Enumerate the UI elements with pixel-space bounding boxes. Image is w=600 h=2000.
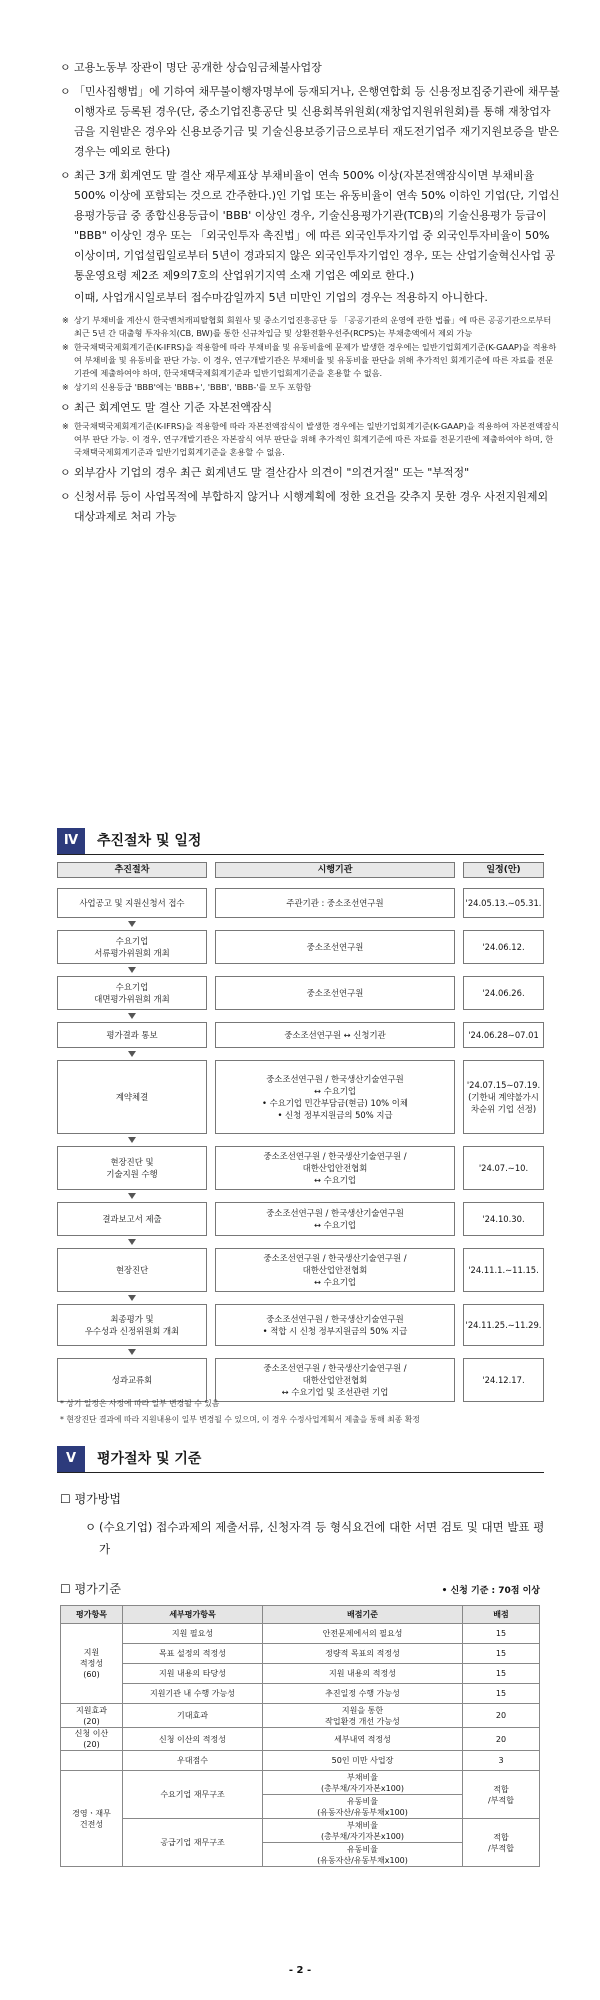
eval-score-cell: 15 — [463, 1684, 540, 1704]
table-row — [61, 1624, 540, 1644]
eval-sub-cell: 공급기업 재무구조 — [123, 1819, 263, 1867]
flow-agency-cell: 중소조선연구원 / 한국생산기술연구원 / 대한산업안전협회 ↔ 수요기업 — [215, 1248, 455, 1292]
list-item-continued: 이때, 사업개시일로부터 접수마감일까지 5년 미만인 기업의 경우는 적용하지 아니한다. — [74, 291, 488, 304]
eval-basis-cell: 세부내역 적정성 — [263, 1728, 463, 1751]
eval-basis-cell: 유동비율 (유동자산/유동부채x100) — [263, 1795, 463, 1819]
section-header-evaluation — [57, 1446, 544, 1473]
eval-sub-cell: 지원기관 내 수행 가능성 — [123, 1684, 263, 1704]
table-header-cell: 배점 — [463, 1606, 540, 1624]
eval-basis-cell: 추진일정 수행 가능성 — [263, 1684, 463, 1704]
section-number: Ⅳ — [57, 828, 85, 854]
flow-step-cell: 현장진단 및 기술지원 수행 — [57, 1146, 207, 1190]
method-text: ㅇ (수요기업) 접수과제의 제출서류, 신청자격 등 형식요건에 대한 서면 검토 및 대면 발표 평가 — [85, 1520, 545, 1556]
table-row — [61, 1751, 540, 1771]
flow-agency-cell: 중소조선연구원 / 한국생산기술연구원 / 대한산업안전협회 ↔ 수요기업 — [215, 1146, 455, 1190]
eval-basis-cell: 50인 미만 사업장 — [263, 1751, 463, 1771]
page-number: - 2 - — [288, 1965, 312, 1976]
flow-note: * 현장진단 결과에 따라 지원내용이 일부 변경될 수 있으며, 이 경우 수정사업계획서 제출을 통해 최종 확정 — [60, 1415, 420, 1424]
eval-basis-cell: 부채비율 (총부채/자기자본x100) — [263, 1819, 463, 1843]
eval-basis-cell: 부채비율 (총부채/자기자본x100) — [263, 1771, 463, 1795]
table-row — [61, 1728, 540, 1751]
table-row — [61, 1771, 540, 1795]
flow-step-cell: 계약체결 — [57, 1060, 207, 1134]
flow-step-cell: 수요기업 대면평가위원회 개최 — [57, 976, 207, 1010]
eval-basis-cell: 정량적 목표의 적정성 — [263, 1644, 463, 1664]
flow-note: * 상기 일정은 사정에 따라 일부 변경될 수 있음 — [60, 1399, 220, 1408]
eval-group-cell: 경영ㆍ재무 건전성 — [61, 1771, 123, 1867]
eval-score-cell: 적합 /부적합 — [463, 1819, 540, 1867]
list-item: ㅇ 최근 회계연도 말 결산 기준 자본전액잠식 — [60, 401, 273, 414]
flow-agency-cell: 중소조선연구원 — [215, 930, 455, 964]
section-title: 추진절차 및 일정 — [97, 833, 202, 849]
criteria-heading: ☐ 평가기준 — [60, 1582, 121, 1596]
eval-score-cell: 20 — [463, 1728, 540, 1751]
eval-sub-cell: 기대효과 — [123, 1704, 263, 1728]
section-header-procedure — [57, 828, 544, 855]
flow-header-cell: 시행기관 — [215, 862, 455, 878]
flow-date-cell: '24.10.30. — [463, 1202, 544, 1236]
flow-date-cell: '24.06.12. — [463, 930, 544, 964]
eligibility-bullets — [60, 58, 560, 527]
table-row — [61, 1664, 540, 1684]
list-item: ㅇ 외부감사 기업의 경우 최근 회계년도 말 결산감사 의견이 "의견거절" 또는 "부적정" — [60, 466, 470, 479]
flow-arrow-icon — [128, 1051, 136, 1057]
notes-group — [60, 314, 560, 394]
evaluation-table — [60, 1605, 540, 1867]
table-row — [61, 1644, 540, 1664]
flow-date-cell: '24.12.17. — [463, 1358, 544, 1402]
flow-date-cell: '24.07.15∼07.19. (기한내 계약불가시 차순위 기업 선정) — [463, 1060, 544, 1134]
section-title: 평가절차 및 기준 — [97, 1451, 202, 1467]
eval-sub-cell: 지원 내용의 타당성 — [123, 1664, 263, 1684]
note-item: ※ 한국채택국제회계기준(K-IFRS)을 적용함에 따라 부채비율 및 유동비율에 문제가 발생한 경우에는 일반기업회계기준(K-GAAP)을 적용하여 부채비율 및 유동비율 판단 가능. 이 경우, 연구개발기관은 부채비율 및 유동비율 판단을 위해 추가적인 회계기준에 따른 자료를 전문기관에 제출하여야 하며, 한국채택국제회계기준과 일반기업회계기준을 혼용할 수 없음. — [62, 342, 557, 378]
eval-sub-cell: 우대점수 — [123, 1751, 263, 1771]
table-row — [61, 1819, 540, 1843]
table-header-cell: 세부평가항목 — [123, 1606, 263, 1624]
list-item: ㅇ 고용노동부 장관이 명단 공개한 상습임금체불사업장 — [60, 61, 322, 74]
table-header-cell: 평가항목 — [61, 1606, 123, 1624]
eval-sub-cell: 수요기업 재무구조 — [123, 1771, 263, 1819]
eval-basis-cell: 지원 내용의 적정성 — [263, 1664, 463, 1684]
eval-score-cell: 적합 /부적합 — [463, 1771, 540, 1819]
flow-agency-cell: 중소조선연구원 / 한국생산기술연구원 / 대한산업안전협회 ↔ 수요기업 및 조선관련 기업 — [215, 1358, 455, 1402]
eval-score-cell: 15 — [463, 1664, 540, 1684]
eval-group-cell — [61, 1751, 123, 1771]
flow-step-cell: 사업공고 및 지원신청서 접수 — [57, 888, 207, 918]
list-item: ㅇ 「민사집행법」에 기하여 채무불이행자명부에 등재되거나, 은행연합회 등 신용정보집중기관에 채무불이행자로 등록된 경우(단, 중소기업진흥공단 및 신용회복위원회(재창업지원위원회)를 통해 재창업자금을 지원받은 경우와 신용보증기금 및 기술신용보증기금으로부터 재도전기업주 재기지원보증을 받은 경우는 예외로 한다) — [60, 85, 560, 158]
flow-arrow-icon — [128, 1295, 136, 1301]
flow-date-cell: '24.06.26. — [463, 976, 544, 1010]
table-row — [61, 1684, 540, 1704]
flow-header-cell: 추진절차 — [57, 862, 207, 878]
table-header-row — [61, 1606, 540, 1624]
flow-date-cell: '24.11.1.∼11.15. — [463, 1248, 544, 1292]
note-item: ※ 상기 부채비율 계산시 한국벤처캐피탈협회 회원사 및 중소기업진흥공단 등 「공공기관의 운영에 관한 법률」에 따른 공공기관으로부터 최근 5년 간 대출형 투자유치(CB, BW)를 통한 신규차입금 및 상환전환우선주(RCPS)는 부채총액에서 제외 가능 — [62, 315, 552, 338]
flow-step-cell: 성과교류회 — [57, 1358, 207, 1402]
flow-date-cell: '24.05.13.∼05.31. — [463, 888, 544, 918]
flow-agency-cell: 주관기관 : 중소조선연구원 — [215, 888, 455, 918]
eval-score-cell: 20 — [463, 1704, 540, 1728]
eval-basis-cell: 안전문제에서의 필요성 — [263, 1624, 463, 1644]
note-item: ※ 한국채택국제회계기준(K-IFRS)을 적용함에 따라 자본전액잠식이 발생한 경우에는 일반기업회계기준(K-GAAP)을 적용하여 자본전액잠식 여부 판단 가능. 이 경우, 연구개발기관은 자본잠식 여부 판단을 위해 추가적인 회계기준에 따른 자료를 전문기관에 제출하여야 하며, 한국채택국제회계기준과 일반기업회계기준을 혼용할 수 없음. — [62, 421, 560, 457]
criteria-note: • 신청 기준 : 70점 이상 — [441, 1586, 540, 1596]
eval-basis-cell: 유동비율 (유동자산/유동부채x100) — [263, 1843, 463, 1867]
eval-basis-cell: 지원을 통한 작업환경 개선 가능성 — [263, 1704, 463, 1728]
flow-header-cell: 일정(안) — [463, 862, 544, 878]
flow-agency-cell: 중소조선연구원 / 한국생산기술연구원 ↔ 수요기업 • 수요기업 민간부담금(현금) 10% 이체 • 신청 정부지원금의 50% 지급 — [215, 1060, 455, 1134]
flow-arrow-icon — [128, 1013, 136, 1019]
eval-group-cell: 신청 이산 (20) — [61, 1728, 123, 1751]
eval-sub-cell: 지원 필요성 — [123, 1624, 263, 1644]
flow-arrow-icon — [128, 921, 136, 927]
eval-score-cell: 3 — [463, 1751, 540, 1771]
flow-step-cell: 현장진단 — [57, 1248, 207, 1292]
flow-agency-cell: 중소조선연구원 / 한국생산기술연구원 • 적합 시 신청 정부지원금의 50% 지급 — [215, 1304, 455, 1346]
eval-score-cell: 15 — [463, 1644, 540, 1664]
flow-date-cell: '24.06.28∼07.01 — [463, 1022, 544, 1048]
flow-arrow-icon — [128, 1239, 136, 1245]
eval-sub-cell: 목표 설정의 적정성 — [123, 1644, 263, 1664]
flow-arrow-icon — [128, 967, 136, 973]
method-heading: ☐ 평가방법 — [60, 1492, 121, 1506]
flow-agency-cell: 중소조선연구원 / 한국생산기술연구원 ↔ 수요기업 — [215, 1202, 455, 1236]
note-item: ※ 상기의 신용등급 'BBB'에는 'BBB+', 'BBB', 'BBB-'를 모두 포함함 — [62, 382, 312, 392]
flow-step-cell: 결과보고서 제출 — [57, 1202, 207, 1236]
flow-date-cell: '24.07.∼10. — [463, 1146, 544, 1190]
list-item: ㅇ 최근 3개 회계연도 말 결산 재무제표상 부채비율이 연속 500% 이상(자본전액잠식이면 부채비율 500% 이상에 포함되는 것으로 간주한다.)인 기업 또는 유동비율이 연속 50% 이하인 기업(단, 기업신용평가등급 중 종합신용등급이 'BBB' 이상인 경우, 기술신용평가기관(TCB)의 기술신용평가 등급이 "BBB" 이상인 경우 또는 「외국인투자 촉진법」에 따른 외국인투자기업 중 외국인투자비율이 50%이상이며, 기업설립일로부터 5년이 경과되지 않은 외국인투자기업인 경우, 또는 산업기술혁신사업 공통운영요령 제2조 제9의7호의 산업위기지역 소재 기업은 예외로 한다.) — [60, 169, 560, 282]
eval-group-cell: 지원효과 (20) — [61, 1704, 123, 1728]
table-header-cell: 배점기준 — [263, 1606, 463, 1624]
flow-step-cell: 최종평가 및 우수성과 신정위원회 개최 — [57, 1304, 207, 1346]
flow-arrow-icon — [128, 1349, 136, 1355]
flow-agency-cell: 중소조선연구원 ↔ 신청기관 — [215, 1022, 455, 1048]
flow-date-cell: '24.11.25.∼11.29. — [463, 1304, 544, 1346]
eval-sub-cell: 신청 이산의 적정성 — [123, 1728, 263, 1751]
list-item: ㅇ 신청서류 등이 사업목적에 부합하지 않거나 시행계획에 정한 요건을 갖추지 못한 경우 사전지원제외 대상과제로 처리 가능 — [60, 490, 549, 523]
eval-group-cell: 지원 적정성 (60) — [61, 1624, 123, 1704]
flow-agency-cell: 중소조선연구원 — [215, 976, 455, 1010]
flow-arrow-icon — [128, 1193, 136, 1199]
section-number: Ⅴ — [57, 1446, 85, 1472]
eval-score-cell: 15 — [463, 1624, 540, 1644]
flow-step-cell: 수요기업 서류평가위원회 개최 — [57, 930, 207, 964]
flow-arrow-icon — [128, 1137, 136, 1143]
flow-step-cell: 평가결과 통보 — [57, 1022, 207, 1048]
table-row — [61, 1704, 540, 1728]
